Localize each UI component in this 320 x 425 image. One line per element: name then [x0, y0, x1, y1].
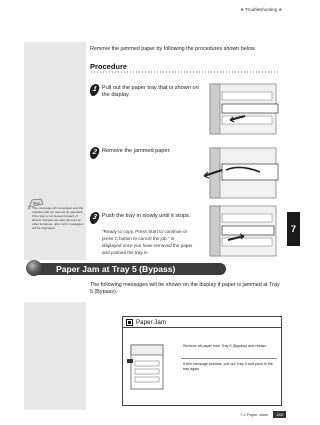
section-bullet-icon — [26, 260, 42, 276]
step-text-3: Push the tray in slowly until it stops. — [102, 213, 191, 219]
intro-text: Remove the jammed paper by following the procedures shown below. — [90, 46, 257, 52]
lcd-title: Paper Jam — [136, 319, 166, 326]
chapter-tab: 7 — [287, 212, 300, 246]
note-text: ● This message will not appear and the machine will not resume its operation if the tray is not closed properly. If sheets of paper are also jammed at other locations, other error messages will be displayed. — [28, 206, 84, 230]
lcd-message-2: If this message persists, pull out Tray 5 and push in the tray again. — [183, 362, 273, 372]
lcd-divider — [181, 358, 277, 359]
lcd-message-1: Remove all paper from Tray 5 (Bypass) and reload. — [183, 344, 267, 348]
footer-section: 7.2 Paper Jams — [240, 412, 269, 417]
section-description: The following messages will be shown on the display if paper is jammed at Tray 5 (Bypass). — [90, 282, 280, 296]
step-number-2: 2 — [89, 147, 101, 159]
illustration-push-tray — [200, 204, 282, 258]
illustration-remove-paper — [200, 146, 282, 200]
procedure-title: Procedure — [90, 62, 128, 71]
printer-diagram-icon — [127, 339, 167, 395]
step-text-1: Pull out the paper tray that is shown on the display. — [102, 85, 199, 98]
paper-jam-icon — [126, 319, 133, 326]
header-ornament-right: ❖ — [278, 7, 282, 12]
lcd-screen — [122, 316, 282, 406]
page-header — [240, 7, 282, 12]
dotted-divider — [90, 71, 280, 73]
left-margin-column-lower — [24, 302, 86, 410]
header-title: Troubleshooting — [245, 7, 278, 12]
page-footer — [240, 411, 286, 418]
step-number-1: 1 — [89, 84, 101, 96]
step-3-subtext: "Ready to copy. Press Start to continue or press C button to cancel the job." is displayed once you have removed the paper and pushed the tray in. — [102, 229, 193, 255]
note-label: Note — [33, 201, 40, 206]
header-ornament-left: ❖ — [240, 7, 244, 12]
note-box — [28, 201, 84, 230]
section-banner — [26, 260, 280, 276]
page-number: 189 — [273, 411, 286, 418]
lcd-title-bar — [123, 317, 281, 328]
section-title: Paper Jam at Tray 5 (Bypass) — [56, 264, 176, 274]
step-number-3: 3 — [89, 212, 101, 224]
step-text-2: Remove the jammed paper. — [102, 148, 171, 154]
illustration-pull-tray — [200, 82, 282, 136]
